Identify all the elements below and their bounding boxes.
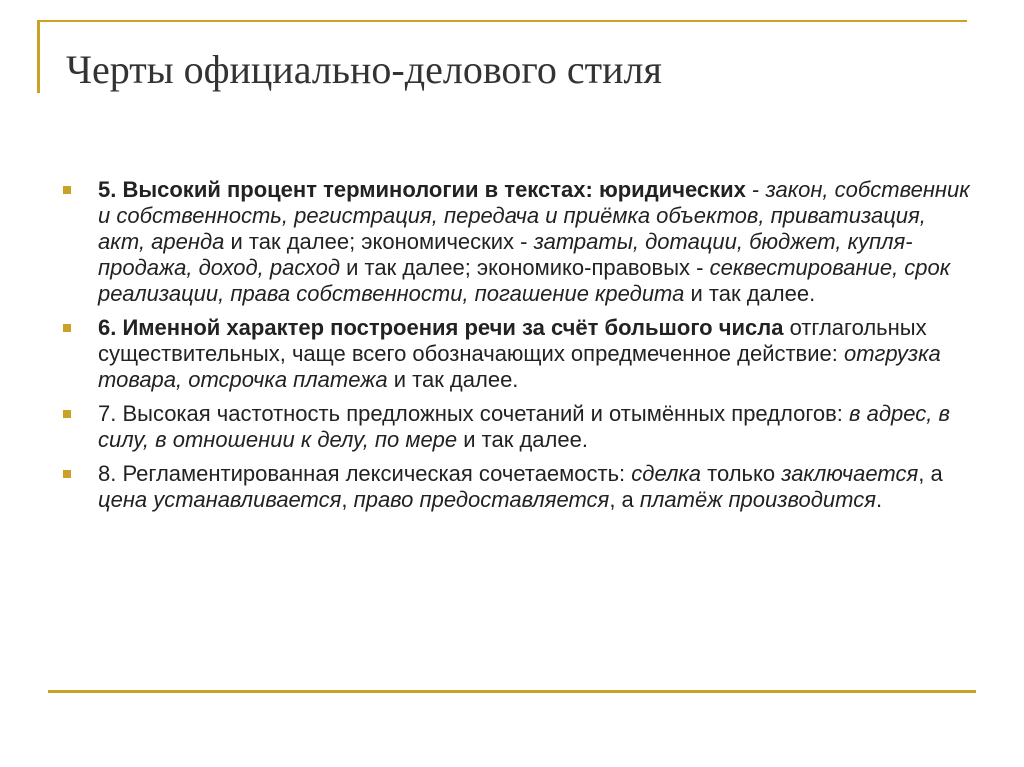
item-example: сделка (631, 461, 701, 486)
item-text: , (341, 487, 354, 512)
square-bullet-icon (63, 470, 71, 478)
item-text: только (701, 461, 782, 486)
square-bullet-icon (63, 410, 71, 418)
item-text: и так далее. (387, 367, 519, 392)
item-example: секвестирование, срок реализации, права собственности, погашение кредита (98, 255, 951, 306)
item-example: в адрес, в силу, в отношении к делу, по мере (98, 401, 950, 452)
slide-title: Черты официально-делового стиля (66, 47, 662, 92)
item-text: отглагольных существительных, чаще всего обозначающих опредмеченное действие: (98, 315, 927, 366)
item-text: 7. Высокая частотность предложных сочетаний и отымённых предлогов: (98, 401, 850, 426)
item-text: , а (918, 461, 943, 486)
item-text: 8. Регламентированная лексическая сочетаемость: (98, 461, 632, 486)
square-bullet-icon (63, 324, 71, 332)
item-heading: 6. Именной характер построения речи за счёт большого числа (98, 315, 784, 340)
top-rule (37, 20, 967, 22)
item-example: закон, собственник и собственность, регистрация, передача и приёмка объектов, приватизация, акт, аренда (98, 177, 970, 254)
item-example: заключается (781, 461, 919, 486)
list-item-5 (62, 177, 972, 307)
item-text: , а (609, 487, 640, 512)
bottom-rule (48, 690, 976, 693)
item-example: отгрузка товара, отсрочка платежа (98, 341, 941, 392)
item-example: затраты, дотации, бюджет, купля-продажа, доход, расход (98, 229, 913, 280)
item-text: . (875, 487, 883, 512)
list-item-6 (62, 315, 972, 393)
item-text: и так далее. (684, 281, 816, 306)
item-text: и так далее; экономических - (224, 229, 534, 254)
bullet-list (62, 177, 972, 521)
square-bullet-icon (63, 186, 71, 194)
item-example: право предоставляется (353, 487, 610, 512)
item-text: и так далее; экономико-правовых - (340, 255, 710, 280)
list-item-8 (62, 461, 972, 513)
left-accent-rule (37, 20, 40, 93)
item-text: и так далее. (457, 427, 588, 452)
list-item-7 (62, 401, 972, 453)
item-heading: 5. Высокий процент терминологии в текстах: юридических (98, 177, 746, 202)
item-example: цена устанавливается (98, 487, 342, 512)
item-text: - (745, 177, 766, 202)
item-example: платёж производится (639, 487, 876, 512)
